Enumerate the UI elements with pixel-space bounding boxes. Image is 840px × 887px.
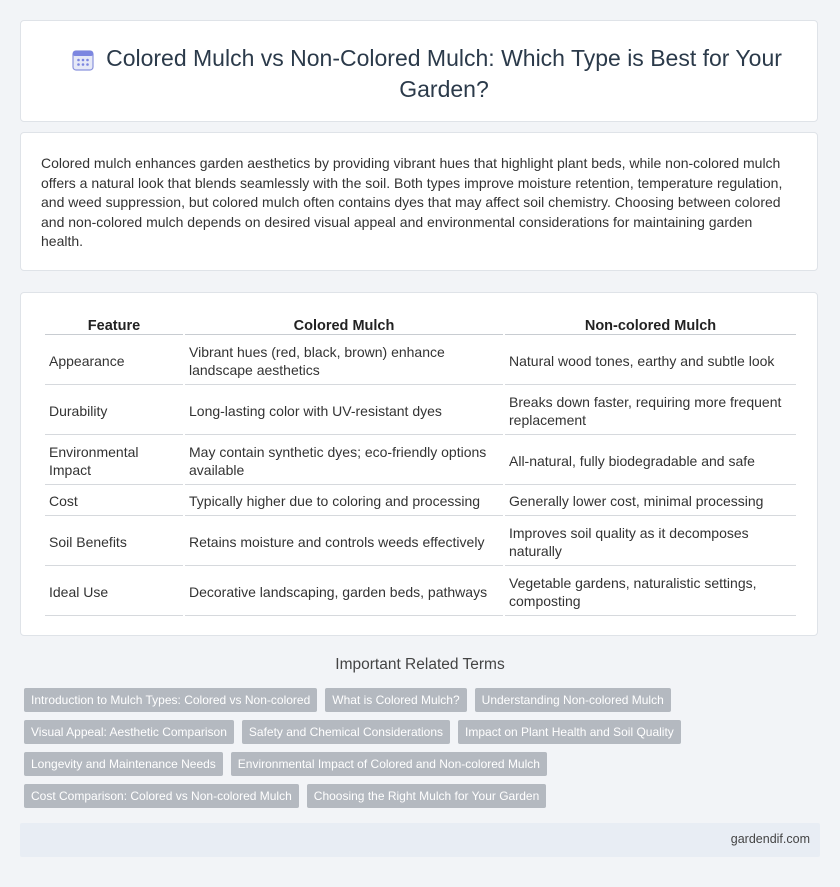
colored-cell: Typically higher due to coloring and processing bbox=[185, 487, 503, 516]
non-colored-cell: All-natural, fully biodegradable and safe bbox=[505, 437, 796, 485]
comparison-card bbox=[20, 292, 818, 636]
header-non-colored: Non-colored Mulch bbox=[505, 318, 796, 335]
related-term-tag[interactable]: Environmental Impact of Colored and Non-colored Mulch bbox=[231, 752, 547, 776]
feature-cell: Durability bbox=[45, 387, 183, 435]
colored-cell: May contain synthetic dyes; eco-friendly options available bbox=[185, 437, 503, 485]
non-colored-cell: Vegetable gardens, naturalistic settings, composting bbox=[505, 568, 796, 616]
table-row bbox=[45, 487, 796, 516]
related-term-tag[interactable]: Understanding Non-colored Mulch bbox=[475, 688, 671, 712]
related-term-tag[interactable]: Introduction to Mulch Types: Colored vs Non-colored bbox=[24, 688, 317, 712]
comparison-table bbox=[43, 316, 798, 618]
feature-cell: Soil Benefits bbox=[45, 518, 183, 566]
tag-row bbox=[24, 784, 824, 808]
table-row bbox=[45, 337, 796, 385]
table-header-row bbox=[45, 318, 796, 335]
header-feature: Feature bbox=[45, 318, 183, 335]
table-row bbox=[45, 387, 796, 435]
related-term-tag[interactable]: Safety and Chemical Considerations bbox=[242, 720, 450, 744]
feature-cell: Appearance bbox=[45, 337, 183, 385]
related-term-tag[interactable]: Choosing the Right Mulch for Your Garden bbox=[307, 784, 546, 808]
header-colored: Colored Mulch bbox=[185, 318, 503, 335]
intro-card bbox=[20, 132, 818, 271]
related-term-tag[interactable]: Visual Appeal: Aesthetic Comparison bbox=[24, 720, 234, 744]
non-colored-cell: Natural wood tones, earthy and subtle look bbox=[505, 337, 796, 385]
table-row bbox=[45, 518, 796, 566]
related-terms-list bbox=[24, 688, 824, 816]
table-row bbox=[45, 568, 796, 616]
tag-row bbox=[24, 688, 824, 712]
page-title: Colored Mulch vs Non-Colored Mulch: Which Type is Best for Your Garden? bbox=[106, 45, 782, 102]
site-name[interactable]: gardendif.com bbox=[730, 832, 810, 846]
related-term-tag[interactable]: Longevity and Maintenance Needs bbox=[24, 752, 223, 776]
feature-cell: Environmental Impact bbox=[45, 437, 183, 485]
colored-cell: Long-lasting color with UV-resistant dyes bbox=[185, 387, 503, 435]
related-terms-heading: Important Related Terms bbox=[335, 656, 505, 673]
non-colored-cell: Improves soil quality as it decomposes naturally bbox=[505, 518, 796, 566]
footer bbox=[20, 823, 820, 857]
non-colored-cell: Breaks down faster, requiring more frequent replacement bbox=[505, 387, 796, 435]
colored-cell: Vibrant hues (red, black, brown) enhance landscape aesthetics bbox=[185, 337, 503, 385]
colored-cell: Retains moisture and controls weeds effectively bbox=[185, 518, 503, 566]
related-term-tag[interactable]: Cost Comparison: Colored vs Non-colored Mulch bbox=[24, 784, 299, 808]
non-colored-cell: Generally lower cost, minimal processing bbox=[505, 487, 796, 516]
tag-row bbox=[24, 752, 824, 776]
title-card bbox=[20, 20, 818, 122]
colored-cell: Decorative landscaping, garden beds, pathways bbox=[185, 568, 503, 616]
table-row bbox=[45, 437, 796, 485]
related-term-tag[interactable]: What is Colored Mulch? bbox=[325, 688, 466, 712]
tag-row bbox=[24, 720, 824, 744]
intro-paragraph: Colored mulch enhances garden aesthetics by providing vibrant hues that highlight plant beds, while non-colored mulch offers a natural look that blends seamlessly with the soil. Both types improve moisture retention, temperature regulation, and weed suppression, but colored mulch often contains dyes that may affect soil chemistry. Choosing between colored and non-colored mulch depends on desired visual appeal and environmental considerations for maintaining garden health. bbox=[41, 155, 783, 249]
related-term-tag[interactable]: Impact on Plant Health and Soil Quality bbox=[458, 720, 681, 744]
feature-cell: Ideal Use bbox=[45, 568, 183, 616]
feature-cell: Cost bbox=[45, 487, 183, 516]
